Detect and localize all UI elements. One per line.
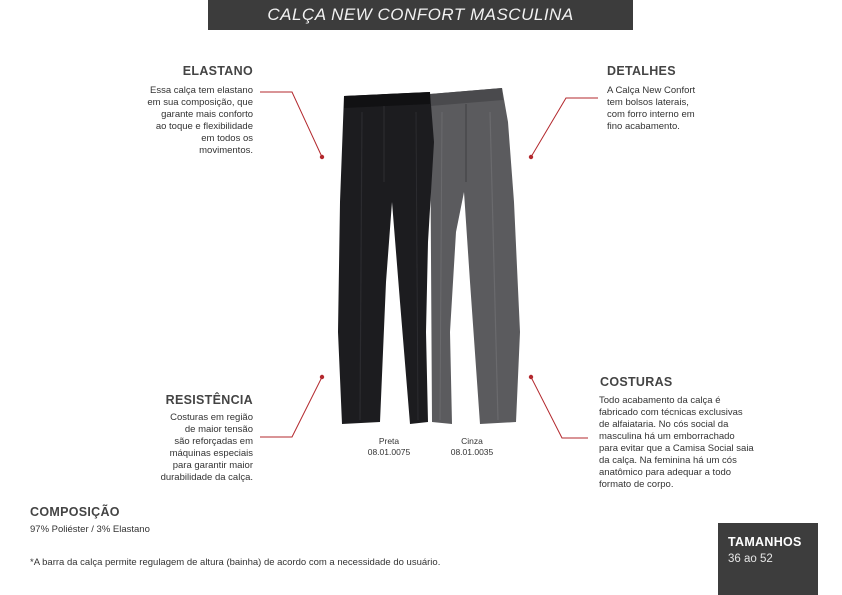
costuras-line: masculina há um emborrachado [599,431,735,442]
costuras-text [599,395,799,491]
pants-illustration [330,82,530,427]
elastano-text [113,85,253,157]
elastano-callout-line [260,92,322,157]
costuras-callout-line [531,377,588,438]
footnote: *A barra da calça permite regulagem de altura (bainha) de acordo com a necessidade do usuário. [30,557,441,568]
elastano-callout-dot [320,155,324,159]
elastano-line: Essa calça tem elastano [150,85,253,96]
tamanhos-title: TAMANHOS [728,535,802,549]
black-pants-image [338,92,434,424]
elastano-line: garante mais conforto [161,109,253,120]
product-color: Preta [378,436,400,446]
tamanhos-value: 36 ao 52 [728,553,773,565]
resistencia-line: para garantir maior [172,460,253,471]
elastano-line: ao toque e flexibilidade [155,121,253,132]
detalhes-line: fino acabamento. [607,121,680,132]
product-label-cinza [437,436,507,458]
elastano-line: em sua composição, que [147,97,253,108]
resistencia-line: máquinas especiais [169,448,253,459]
resistencia-text [113,412,253,484]
resistencia-callout-line [260,377,322,437]
resistencia-line: são reforçadas em [174,436,253,447]
tamanhos-box [718,523,818,595]
product-color: Cinza [461,436,483,446]
resistencia-callout-dot [320,375,324,379]
costuras-line: Todo acabamento da calça é [599,395,721,406]
costuras-title: COSTURAS [600,375,673,389]
costuras-line: da calça. Na feminina há um cós [599,455,737,466]
costuras-line: formato de corpo. [599,479,674,490]
detalhes-line: tem bolsos laterais, [607,97,689,108]
elastano-title: ELASTANO [182,64,253,78]
composicao-title: COMPOSIÇÃO [30,505,120,519]
detalhes-callout-line [531,98,598,157]
grey-pants-image [430,88,520,424]
resistencia-title: RESISTÊNCIA [165,393,253,407]
detalhes-text [607,85,747,133]
detalhes-title: DETALHES [607,64,676,78]
detalhes-line: com forro interno em [607,109,695,120]
composicao-value: 97% Poliéster / 3% Elastano [30,524,150,535]
costuras-line: anatômico para adequar a todo [599,467,732,478]
elastano-line: movimentos. [199,145,253,156]
product-code: 08.01.0035 [450,447,494,457]
costuras-line: fabricado com técnicas exclusivas [599,407,743,418]
costuras-line: para evitar que a Camisa Social saia [599,443,754,454]
costuras-line: de alfaiataria. No cós social da [599,419,729,430]
product-code: 08.01.0075 [367,447,411,457]
resistencia-line: Costuras em região [170,412,253,423]
product-label-preta [354,436,424,458]
detalhes-line: A Calça New Confort [607,85,696,96]
elastano-line: em todos os [201,133,253,144]
page-title: CALÇA NEW CONFORT MASCULINA [267,5,574,24]
resistencia-line: durabilidade da calça. [160,472,253,483]
resistencia-line: de maior tensão [184,424,253,435]
